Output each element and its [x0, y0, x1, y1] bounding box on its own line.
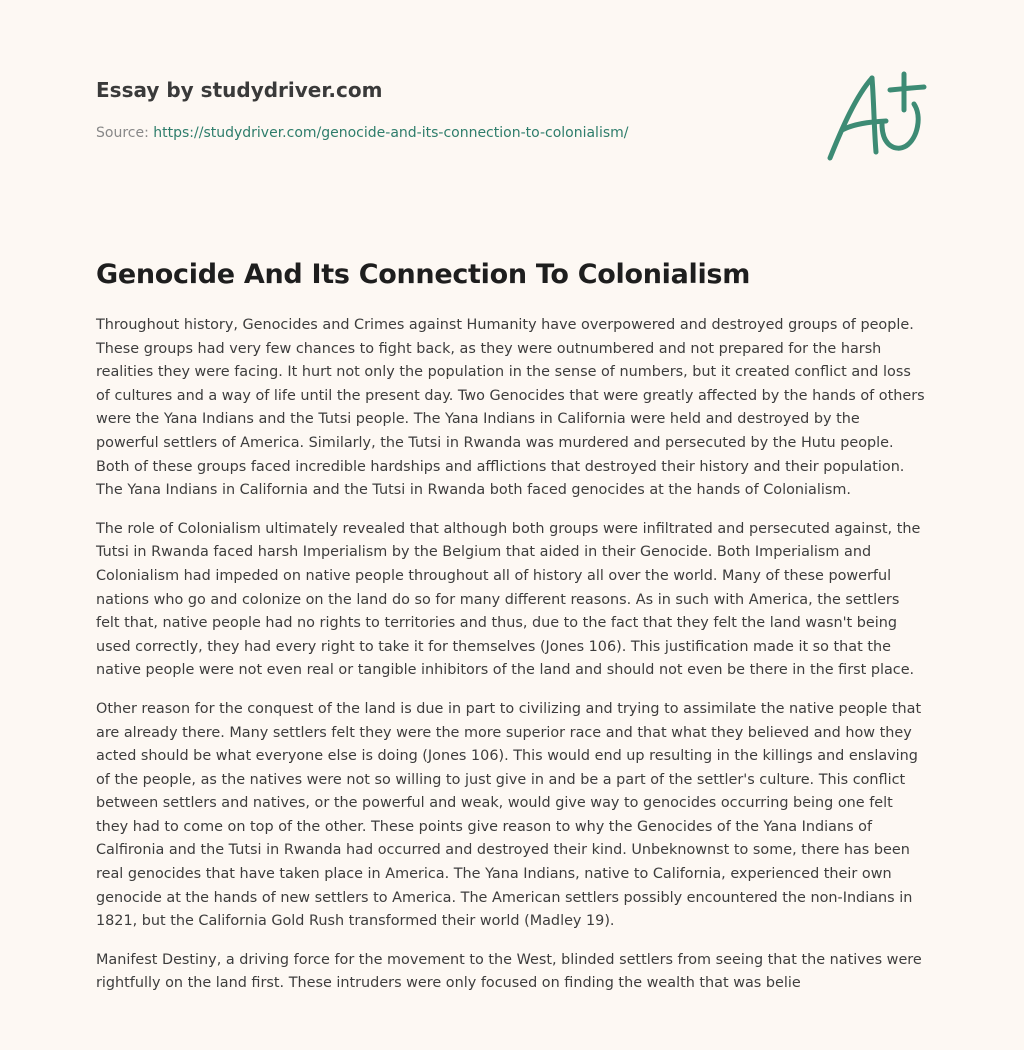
essay-paragraph: Other reason for the conquest of the land is due in part to civilizing and trying to assimilate the native people that are already there. Many settlers felt they were the more superior race and that what they believed and how they acted should be what everyone else is doing (Jones 106). This would end up resulting in the killings and enslaving of the people, as the natives were not so willing to just give in and be a part of the settler's culture. This conflict between settlers and natives, or the powerful and weak, would give way to genocides occurring being one felt they had to come on top of the other. These points give reason to why the Genocides of the Yana Indians of Calfironia and the Tutsi in Rwanda had occurred and destroyed their kind. Unbeknownst to some, there has been real genocides that have taken place in America. The Yana Indians, native to California, experienced their own genocide at the hands of new settlers to America. The American settlers possibly encountered the non-Indians in 1821, but the California Gold Rush transformed their world (Madley 19).: [96, 700, 922, 930]
site-title: Essay by studydriver.com: [96, 78, 383, 102]
essay-body: [96, 314, 926, 1011]
source-label: Source:: [96, 125, 149, 141]
essay-header: [96, 76, 796, 143]
source-link[interactable]: https://studydriver.com/genocide-and-its-connection-to-colonialism/: [153, 125, 629, 141]
essay-paragraph: Throughout history, Genocides and Crimes against Humanity have overpowered and destroyed groups of people. These groups had very few chances to fight back, as they were outnumbered and not prepared for the harsh realities they were facing. It hurt not only the population in the sense of numbers, but it created conflict and loss of cultures and a way of life until the present day. Two Genocides that were greatly affected by the hands of others were the Yana Indians and the Tutsi people. The Yana Indians in California were held and destroyed by the powerful settlers of America. Similarly, the Tutsi in Rwanda was murdered and persecuted by the Hutu people. Both of these groups faced incredible hardships and afflictions that destroyed their history and their population. The Yana Indians in California and the Tutsi in Rwanda both faced genocides at the hands of Colonialism.: [96, 317, 925, 499]
essay-title: Genocide And Its Connection To Colonialism: [96, 259, 751, 290]
essay-paragraph: Manifest Destiny, a driving force for the movement to the West, blinded settlers from seeing that the natives were rightfully on the land first. These intruders were only focused on finding the wealth that was belie: [96, 951, 922, 992]
a-plus-grade-icon: [820, 66, 930, 166]
source-line: [96, 123, 796, 143]
essay-paragraph: The role of Colonialism ultimately revealed that although both groups were infiltrated and persecuted against, the Tutsi in Rwanda faced harsh Imperialism by the Belgium that aided in their Genocide. Both Imperialism and Colonialism had impeded on native people throughout all of history all over the world. Many of these powerful nations who go and colonize on the land do so for many different reasons. As in such with America, the settlers felt that, native people had no rights to territories and thus, due to the fact that they felt the land wasn't being used correctly, they had every right to take it for themselves (Jones 106). This justification made it so that the native people were not even real or tangible inhibitors of the land and should not even be there in the first place.: [96, 520, 921, 679]
